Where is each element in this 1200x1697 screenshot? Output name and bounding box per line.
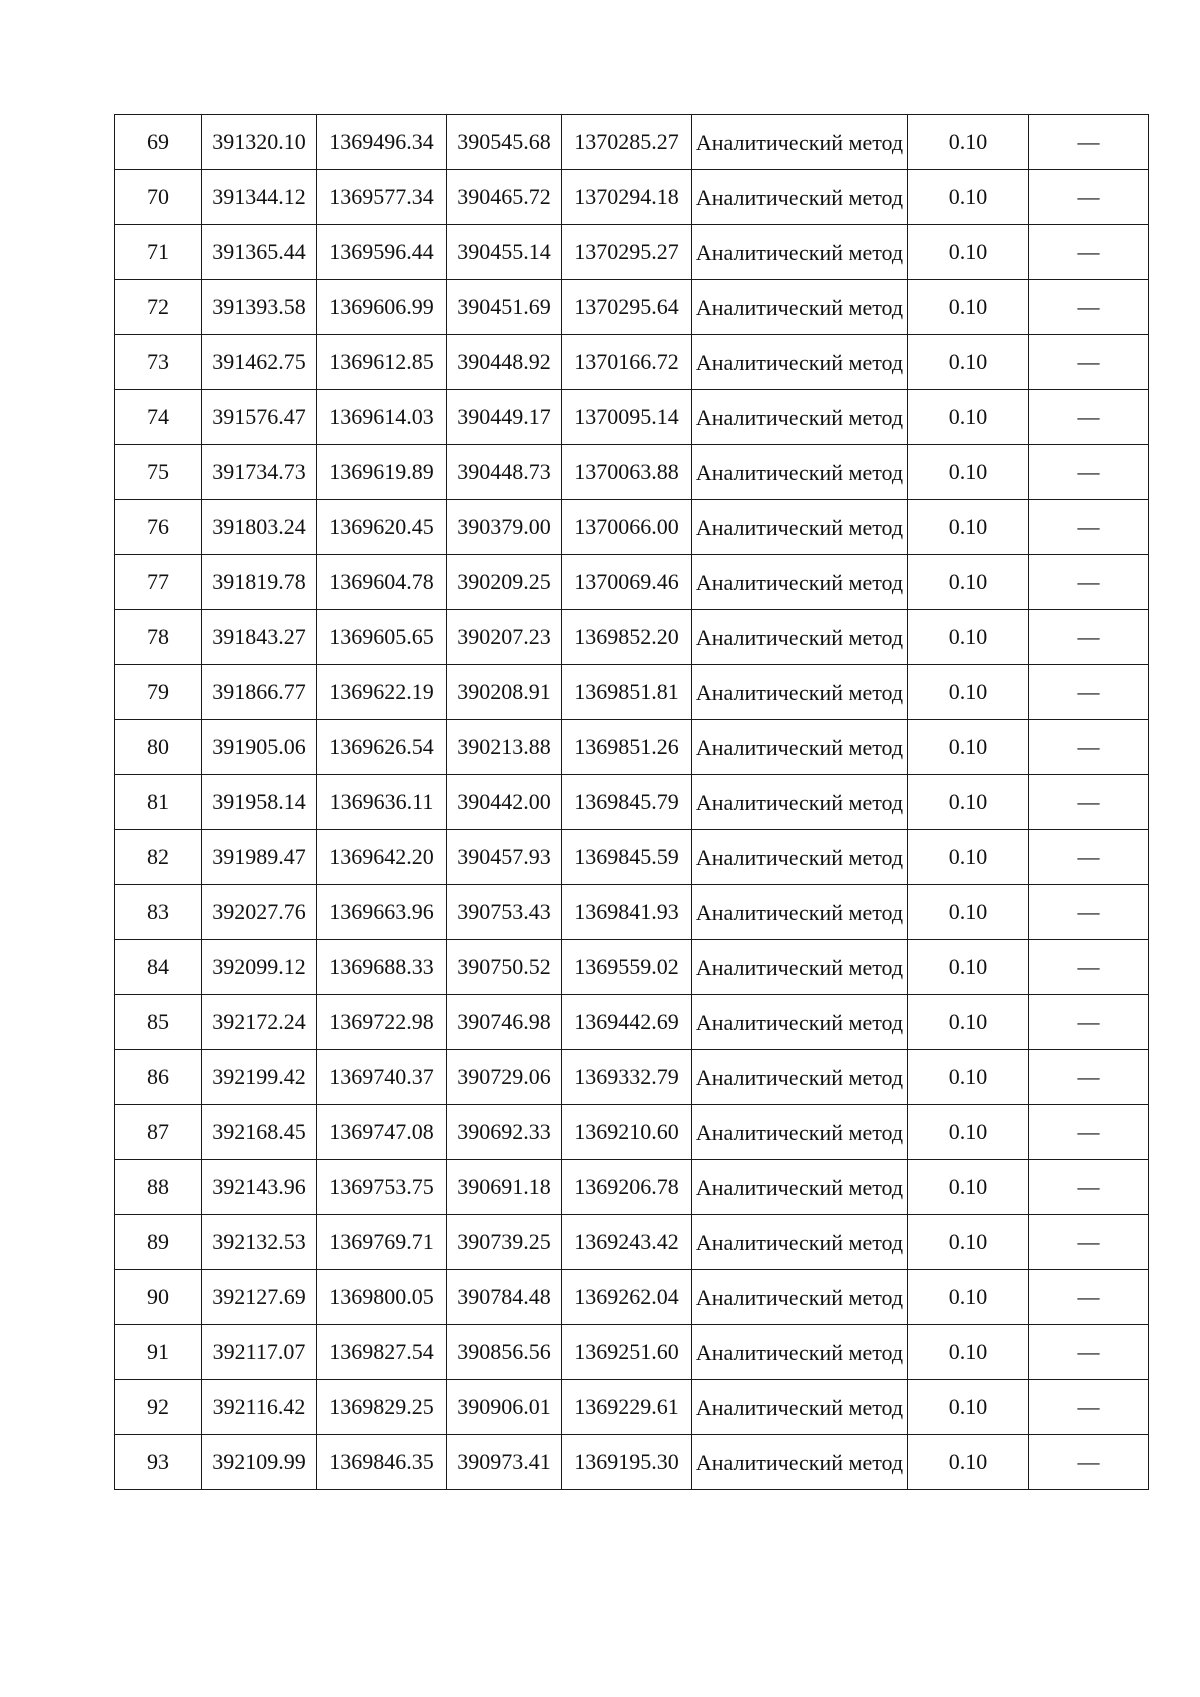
table-row	[115, 940, 1149, 995]
cell-y-coordinate: 1369800.05	[317, 1270, 447, 1325]
cell-description: —	[1029, 335, 1149, 390]
cell-x-coordinate-2: 390739.25	[447, 1215, 562, 1270]
cell-x-coordinate: 391462.75	[202, 335, 317, 390]
cell-y-coordinate-2: 1369851.26	[562, 720, 692, 775]
cell-x-coordinate: 392199.42	[202, 1050, 317, 1105]
cell-point-number: 91	[115, 1325, 202, 1380]
cell-x-coordinate-2: 390729.06	[447, 1050, 562, 1105]
cell-x-coordinate: 391734.73	[202, 445, 317, 500]
cell-point-number: 75	[115, 445, 202, 500]
cell-x-coordinate: 392027.76	[202, 885, 317, 940]
cell-y-coordinate-2: 1369243.42	[562, 1215, 692, 1270]
cell-y-coordinate-2: 1369845.79	[562, 775, 692, 830]
cell-accuracy: 0.10	[908, 995, 1029, 1050]
cell-point-number: 82	[115, 830, 202, 885]
cell-x-coordinate: 392117.07	[202, 1325, 317, 1380]
cell-y-coordinate: 1369620.45	[317, 500, 447, 555]
cell-x-coordinate-2: 390746.98	[447, 995, 562, 1050]
table-row	[115, 170, 1149, 225]
cell-point-number: 70	[115, 170, 202, 225]
cell-point-number: 71	[115, 225, 202, 280]
cell-y-coordinate-2: 1370294.18	[562, 170, 692, 225]
cell-method: Аналитический метод	[692, 115, 908, 170]
cell-x-coordinate: 392168.45	[202, 1105, 317, 1160]
table-row	[115, 885, 1149, 940]
cell-description: —	[1029, 610, 1149, 665]
cell-x-coordinate-2: 390448.73	[447, 445, 562, 500]
cell-point-number: 81	[115, 775, 202, 830]
cell-y-coordinate-2: 1370295.27	[562, 225, 692, 280]
cell-x-coordinate-2: 390207.23	[447, 610, 562, 665]
cell-x-coordinate-2: 390209.25	[447, 555, 562, 610]
cell-y-coordinate: 1369496.34	[317, 115, 447, 170]
cell-description: —	[1029, 115, 1149, 170]
cell-description: —	[1029, 720, 1149, 775]
cell-method: Аналитический метод	[692, 665, 908, 720]
cell-method: Аналитический метод	[692, 1270, 908, 1325]
cell-x-coordinate-2: 390750.52	[447, 940, 562, 995]
cell-y-coordinate-2: 1369841.93	[562, 885, 692, 940]
cell-description: —	[1029, 1270, 1149, 1325]
cell-accuracy: 0.10	[908, 445, 1029, 500]
cell-description: —	[1029, 225, 1149, 280]
cell-y-coordinate: 1369769.71	[317, 1215, 447, 1270]
cell-description: —	[1029, 1215, 1149, 1270]
table-row	[115, 720, 1149, 775]
table-row	[115, 1160, 1149, 1215]
cell-y-coordinate-2: 1370066.00	[562, 500, 692, 555]
cell-x-coordinate: 391803.24	[202, 500, 317, 555]
table-row	[115, 335, 1149, 390]
cell-y-coordinate-2: 1369210.60	[562, 1105, 692, 1160]
cell-accuracy: 0.10	[908, 555, 1029, 610]
cell-y-coordinate: 1369577.34	[317, 170, 447, 225]
cell-x-coordinate-2: 390692.33	[447, 1105, 562, 1160]
cell-method: Аналитический метод	[692, 940, 908, 995]
cell-description: —	[1029, 1050, 1149, 1105]
cell-y-coordinate: 1369753.75	[317, 1160, 447, 1215]
cell-y-coordinate-2: 1370285.27	[562, 115, 692, 170]
cell-x-coordinate: 391393.58	[202, 280, 317, 335]
cell-x-coordinate-2: 390208.91	[447, 665, 562, 720]
cell-y-coordinate: 1369606.99	[317, 280, 447, 335]
cell-y-coordinate: 1369663.96	[317, 885, 447, 940]
cell-description: —	[1029, 995, 1149, 1050]
cell-x-coordinate: 391989.47	[202, 830, 317, 885]
cell-method: Аналитический метод	[692, 995, 908, 1050]
cell-y-coordinate-2: 1369206.78	[562, 1160, 692, 1215]
cell-y-coordinate-2: 1369229.61	[562, 1380, 692, 1435]
cell-point-number: 72	[115, 280, 202, 335]
cell-accuracy: 0.10	[908, 1380, 1029, 1435]
cell-y-coordinate: 1369596.44	[317, 225, 447, 280]
table-row	[115, 610, 1149, 665]
cell-method: Аналитический метод	[692, 775, 908, 830]
cell-method: Аналитический метод	[692, 225, 908, 280]
cell-y-coordinate-2: 1369332.79	[562, 1050, 692, 1105]
cell-y-coordinate: 1369827.54	[317, 1325, 447, 1380]
cell-accuracy: 0.10	[908, 775, 1029, 830]
cell-description: —	[1029, 390, 1149, 445]
cell-method: Аналитический метод	[692, 170, 908, 225]
cell-accuracy: 0.10	[908, 115, 1029, 170]
cell-y-coordinate: 1369636.11	[317, 775, 447, 830]
table-row	[115, 115, 1149, 170]
cell-y-coordinate: 1369747.08	[317, 1105, 447, 1160]
cell-method: Аналитический метод	[692, 1215, 908, 1270]
cell-x-coordinate: 391905.06	[202, 720, 317, 775]
cell-accuracy: 0.10	[908, 335, 1029, 390]
cell-point-number: 79	[115, 665, 202, 720]
cell-y-coordinate: 1369688.33	[317, 940, 447, 995]
cell-x-coordinate-2: 390973.41	[447, 1435, 562, 1490]
cell-y-coordinate: 1369642.20	[317, 830, 447, 885]
table-row	[115, 665, 1149, 720]
table-row	[115, 390, 1149, 445]
cell-y-coordinate: 1369722.98	[317, 995, 447, 1050]
cell-method: Аналитический метод	[692, 720, 908, 775]
cell-x-coordinate: 392143.96	[202, 1160, 317, 1215]
cell-x-coordinate: 392116.42	[202, 1380, 317, 1435]
table-row	[115, 280, 1149, 335]
cell-description: —	[1029, 1380, 1149, 1435]
cell-x-coordinate: 392172.24	[202, 995, 317, 1050]
cell-accuracy: 0.10	[908, 1325, 1029, 1380]
table-row	[115, 775, 1149, 830]
table-row	[115, 1325, 1149, 1380]
cell-description: —	[1029, 665, 1149, 720]
cell-point-number: 84	[115, 940, 202, 995]
cell-method: Аналитический метод	[692, 1435, 908, 1490]
table-row	[115, 445, 1149, 500]
cell-accuracy: 0.10	[908, 720, 1029, 775]
table-row	[115, 1435, 1149, 1490]
table-row	[115, 1105, 1149, 1160]
table-row	[115, 1380, 1149, 1435]
cell-method: Аналитический метод	[692, 610, 908, 665]
cell-y-coordinate-2: 1369852.20	[562, 610, 692, 665]
cell-y-coordinate-2: 1370063.88	[562, 445, 692, 500]
cell-method: Аналитический метод	[692, 335, 908, 390]
cell-y-coordinate: 1369604.78	[317, 555, 447, 610]
cell-x-coordinate: 391866.77	[202, 665, 317, 720]
cell-accuracy: 0.10	[908, 170, 1029, 225]
cell-x-coordinate: 392127.69	[202, 1270, 317, 1325]
cell-y-coordinate-2: 1370166.72	[562, 335, 692, 390]
cell-method: Аналитический метод	[692, 1105, 908, 1160]
cell-y-coordinate: 1369829.25	[317, 1380, 447, 1435]
cell-point-number: 76	[115, 500, 202, 555]
cell-accuracy: 0.10	[908, 390, 1029, 445]
cell-y-coordinate: 1369846.35	[317, 1435, 447, 1490]
cell-accuracy: 0.10	[908, 665, 1029, 720]
cell-point-number: 74	[115, 390, 202, 445]
cell-x-coordinate-2: 390691.18	[447, 1160, 562, 1215]
cell-x-coordinate-2: 390545.68	[447, 115, 562, 170]
table-row	[115, 1270, 1149, 1325]
cell-point-number: 93	[115, 1435, 202, 1490]
cell-x-coordinate-2: 390856.56	[447, 1325, 562, 1380]
cell-point-number: 86	[115, 1050, 202, 1105]
cell-x-coordinate-2: 390784.48	[447, 1270, 562, 1325]
table-row	[115, 995, 1149, 1050]
cell-x-coordinate-2: 390448.92	[447, 335, 562, 390]
cell-x-coordinate: 391843.27	[202, 610, 317, 665]
cell-description: —	[1029, 940, 1149, 995]
cell-x-coordinate: 392132.53	[202, 1215, 317, 1270]
cell-point-number: 78	[115, 610, 202, 665]
cell-method: Аналитический метод	[692, 1380, 908, 1435]
cell-y-coordinate-2: 1369195.30	[562, 1435, 692, 1490]
cell-accuracy: 0.10	[908, 1270, 1029, 1325]
cell-x-coordinate-2: 390457.93	[447, 830, 562, 885]
cell-point-number: 83	[115, 885, 202, 940]
cell-y-coordinate-2: 1370069.46	[562, 555, 692, 610]
cell-x-coordinate-2: 390451.69	[447, 280, 562, 335]
table-row	[115, 830, 1149, 885]
cell-description: —	[1029, 775, 1149, 830]
cell-accuracy: 0.10	[908, 830, 1029, 885]
cell-point-number: 92	[115, 1380, 202, 1435]
cell-description: —	[1029, 445, 1149, 500]
coordinates-table	[114, 114, 1149, 1490]
cell-x-coordinate: 392109.99	[202, 1435, 317, 1490]
cell-method: Аналитический метод	[692, 830, 908, 885]
cell-description: —	[1029, 1435, 1149, 1490]
cell-accuracy: 0.10	[908, 1215, 1029, 1270]
table-row	[115, 225, 1149, 280]
cell-y-coordinate: 1369622.19	[317, 665, 447, 720]
table-row	[115, 1050, 1149, 1105]
table-body	[115, 115, 1149, 1490]
cell-point-number: 88	[115, 1160, 202, 1215]
cell-x-coordinate: 391320.10	[202, 115, 317, 170]
cell-method: Аналитический метод	[692, 1050, 908, 1105]
cell-y-coordinate: 1369605.65	[317, 610, 447, 665]
cell-y-coordinate: 1369626.54	[317, 720, 447, 775]
cell-method: Аналитический метод	[692, 1325, 908, 1380]
cell-x-coordinate: 391365.44	[202, 225, 317, 280]
cell-method: Аналитический метод	[692, 885, 908, 940]
cell-point-number: 90	[115, 1270, 202, 1325]
table-row	[115, 1215, 1149, 1270]
cell-y-coordinate: 1369612.85	[317, 335, 447, 390]
cell-description: —	[1029, 885, 1149, 940]
cell-x-coordinate-2: 390379.00	[447, 500, 562, 555]
cell-point-number: 85	[115, 995, 202, 1050]
cell-description: —	[1029, 1105, 1149, 1160]
cell-description: —	[1029, 555, 1149, 610]
cell-accuracy: 0.10	[908, 610, 1029, 665]
cell-y-coordinate: 1369619.89	[317, 445, 447, 500]
cell-x-coordinate: 391344.12	[202, 170, 317, 225]
cell-method: Аналитический метод	[692, 1160, 908, 1215]
cell-accuracy: 0.10	[908, 1435, 1029, 1490]
table-row	[115, 500, 1149, 555]
cell-x-coordinate-2: 390465.72	[447, 170, 562, 225]
cell-accuracy: 0.10	[908, 500, 1029, 555]
cell-point-number: 73	[115, 335, 202, 390]
cell-x-coordinate-2: 390213.88	[447, 720, 562, 775]
cell-description: —	[1029, 170, 1149, 225]
cell-description: —	[1029, 830, 1149, 885]
cell-y-coordinate-2: 1370295.64	[562, 280, 692, 335]
table-row	[115, 555, 1149, 610]
cell-x-coordinate: 392099.12	[202, 940, 317, 995]
cell-accuracy: 0.10	[908, 1050, 1029, 1105]
cell-description: —	[1029, 500, 1149, 555]
cell-y-coordinate-2: 1369559.02	[562, 940, 692, 995]
cell-x-coordinate: 391958.14	[202, 775, 317, 830]
cell-point-number: 69	[115, 115, 202, 170]
cell-y-coordinate: 1369740.37	[317, 1050, 447, 1105]
cell-description: —	[1029, 280, 1149, 335]
cell-method: Аналитический метод	[692, 390, 908, 445]
cell-y-coordinate-2: 1369845.59	[562, 830, 692, 885]
cell-method: Аналитический метод	[692, 555, 908, 610]
cell-accuracy: 0.10	[908, 280, 1029, 335]
cell-point-number: 80	[115, 720, 202, 775]
cell-point-number: 89	[115, 1215, 202, 1270]
cell-method: Аналитический метод	[692, 445, 908, 500]
cell-method: Аналитический метод	[692, 280, 908, 335]
cell-y-coordinate-2: 1369262.04	[562, 1270, 692, 1325]
cell-x-coordinate: 391576.47	[202, 390, 317, 445]
cell-x-coordinate: 391819.78	[202, 555, 317, 610]
cell-accuracy: 0.10	[908, 1105, 1029, 1160]
cell-accuracy: 0.10	[908, 1160, 1029, 1215]
cell-method: Аналитический метод	[692, 500, 908, 555]
cell-x-coordinate-2: 390753.43	[447, 885, 562, 940]
cell-point-number: 87	[115, 1105, 202, 1160]
cell-description: —	[1029, 1160, 1149, 1215]
cell-x-coordinate-2: 390455.14	[447, 225, 562, 280]
cell-point-number: 77	[115, 555, 202, 610]
cell-x-coordinate-2: 390442.00	[447, 775, 562, 830]
cell-x-coordinate-2: 390906.01	[447, 1380, 562, 1435]
cell-accuracy: 0.10	[908, 225, 1029, 280]
cell-accuracy: 0.10	[908, 940, 1029, 995]
cell-y-coordinate-2: 1370095.14	[562, 390, 692, 445]
cell-y-coordinate-2: 1369251.60	[562, 1325, 692, 1380]
cell-y-coordinate: 1369614.03	[317, 390, 447, 445]
cell-y-coordinate-2: 1369851.81	[562, 665, 692, 720]
cell-x-coordinate-2: 390449.17	[447, 390, 562, 445]
cell-description: —	[1029, 1325, 1149, 1380]
cell-y-coordinate-2: 1369442.69	[562, 995, 692, 1050]
cell-accuracy: 0.10	[908, 885, 1029, 940]
